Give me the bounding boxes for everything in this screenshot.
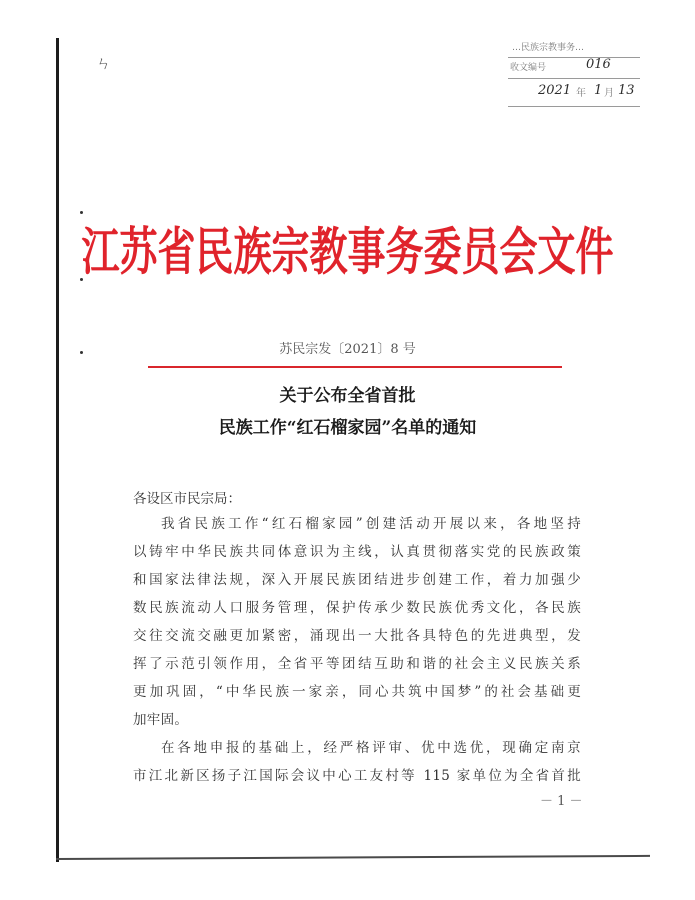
scan-bottom-edge xyxy=(56,855,650,860)
body-line: 挥了示范引领作用，全省平等团结互助和谐的社会主义民族关系 xyxy=(133,656,581,672)
scan-left-edge xyxy=(56,38,59,862)
body-line: 市江北新区扬子江国际会议中心工友村等 115 家单位为全省首批 xyxy=(133,768,581,784)
stamp-year-char: 年 xyxy=(576,88,586,99)
body-line: 加牢固。 xyxy=(133,712,189,728)
document-title-line-1: 关于公布全省首批 xyxy=(279,386,416,406)
body-line: 交往交流交融更加紧密，涌现出一大批各具特色的先进典型，发 xyxy=(133,628,581,644)
stamp-date-year: 2021 xyxy=(538,83,572,98)
body-line: 在各地申报的基础上，经严格评审、优中选优，现确定南京 xyxy=(161,740,581,756)
stamp-divider xyxy=(508,78,640,79)
stamp-date-month: 1 xyxy=(594,83,603,98)
stamp-received-label: 收文编号 xyxy=(510,63,547,73)
stamp-issuer: …民族宗教事务… xyxy=(512,43,585,53)
receipt-stamp xyxy=(508,40,640,110)
stamp-date-day: 13 xyxy=(618,83,635,98)
stamp-divider xyxy=(508,57,640,58)
salutation: 各设区市民宗局： xyxy=(133,491,241,507)
body-line: 我省民族工作“红石榴家园”创建活动开展以来，各地坚持 xyxy=(161,516,581,532)
red-divider-rule xyxy=(148,366,562,368)
body-line: 以铸牢中华民族共同体意识为主线，认真贯彻落实党的民族政策 xyxy=(133,544,581,560)
body-line: 更加巩固，“中华民族一家亲，同心共筑中国梦”的社会基础更 xyxy=(133,684,581,700)
stamp-month-char: 月 xyxy=(604,88,614,99)
page-number: － 1 － xyxy=(540,794,583,809)
body-line: 数民族流动人口服务管理，保护传承少数民族优秀文化，各民族 xyxy=(133,600,581,616)
handwritten-corner-mark: ㄣ xyxy=(96,54,112,72)
stamp-divider xyxy=(508,106,640,107)
body-line: 和国家法律法规，深入开展民族团结进步创建工作，着力加强少 xyxy=(133,572,581,588)
stamp-serial: 016 xyxy=(586,57,611,72)
document-masthead: 江苏省民族宗教事务委员会文件 xyxy=(81,220,614,282)
document-number: 苏民宗发〔2021〕8 号 xyxy=(279,342,416,357)
document-title-line-2: 民族工作“红石榴家园”名单的通知 xyxy=(218,418,477,438)
